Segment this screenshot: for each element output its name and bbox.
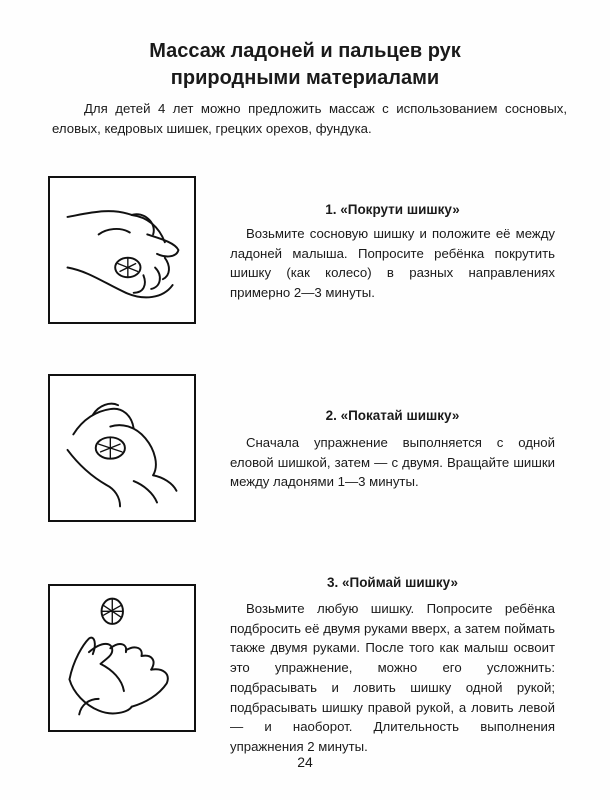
exercise-3-text: Возьмите любую шишку. Попросите ребёнка подбросить её двумя руками вверх, а затем поймать также двумя руками. После того как малыш освоит это упражнение, можно его усложнить: подбрасывать и ловить шишку одной рукой; подбрасывать шишку правой рукой, а ловить левой — и наоборот. Длительность выполнения упражнения 2 минуты. (230, 601, 555, 754)
hands-catching-cone-icon (50, 586, 194, 730)
illustration-frame-1 (48, 176, 196, 324)
intro-paragraph: Для детей 4 лет можно предложить массаж с использованием сосновых, еловых, кедровых шишек, грецких орехов, фундука. (52, 101, 567, 136)
exercise-1-title: 1. «Покрути шишку» (325, 202, 460, 217)
title-line-2: природными материалами (170, 67, 440, 89)
exercise-3-title: 3. «Поймай шишку» (326, 575, 459, 590)
exercise-2-text: Сначала упражнение выполняется с одной еловой шишкой, затем — с двумя. Вращайте шишки между ладонями 1—3 минуты. (230, 435, 555, 490)
hands-rolling-fir-cone-icon (50, 376, 194, 520)
exercise-2-title: 2. «Покатай шишку» (325, 408, 460, 423)
exercise-1-text: Возьмите сосновую шишку и положите её между ладоней малыша. Попросите ребёнка покрутить шишку (как колесо) в разных направлениях примерно 2—3 минуты. (230, 226, 555, 301)
pine-cone-icon (102, 599, 123, 624)
illustration-frame-3 (48, 584, 196, 732)
illustration-frame-2 (48, 374, 196, 522)
page-title (0, 38, 610, 92)
title-line-1: Массаж ладоней и пальцев рук (149, 40, 461, 62)
page-number: 24 (297, 754, 313, 770)
hands-rolling-cone-icon (50, 178, 194, 322)
